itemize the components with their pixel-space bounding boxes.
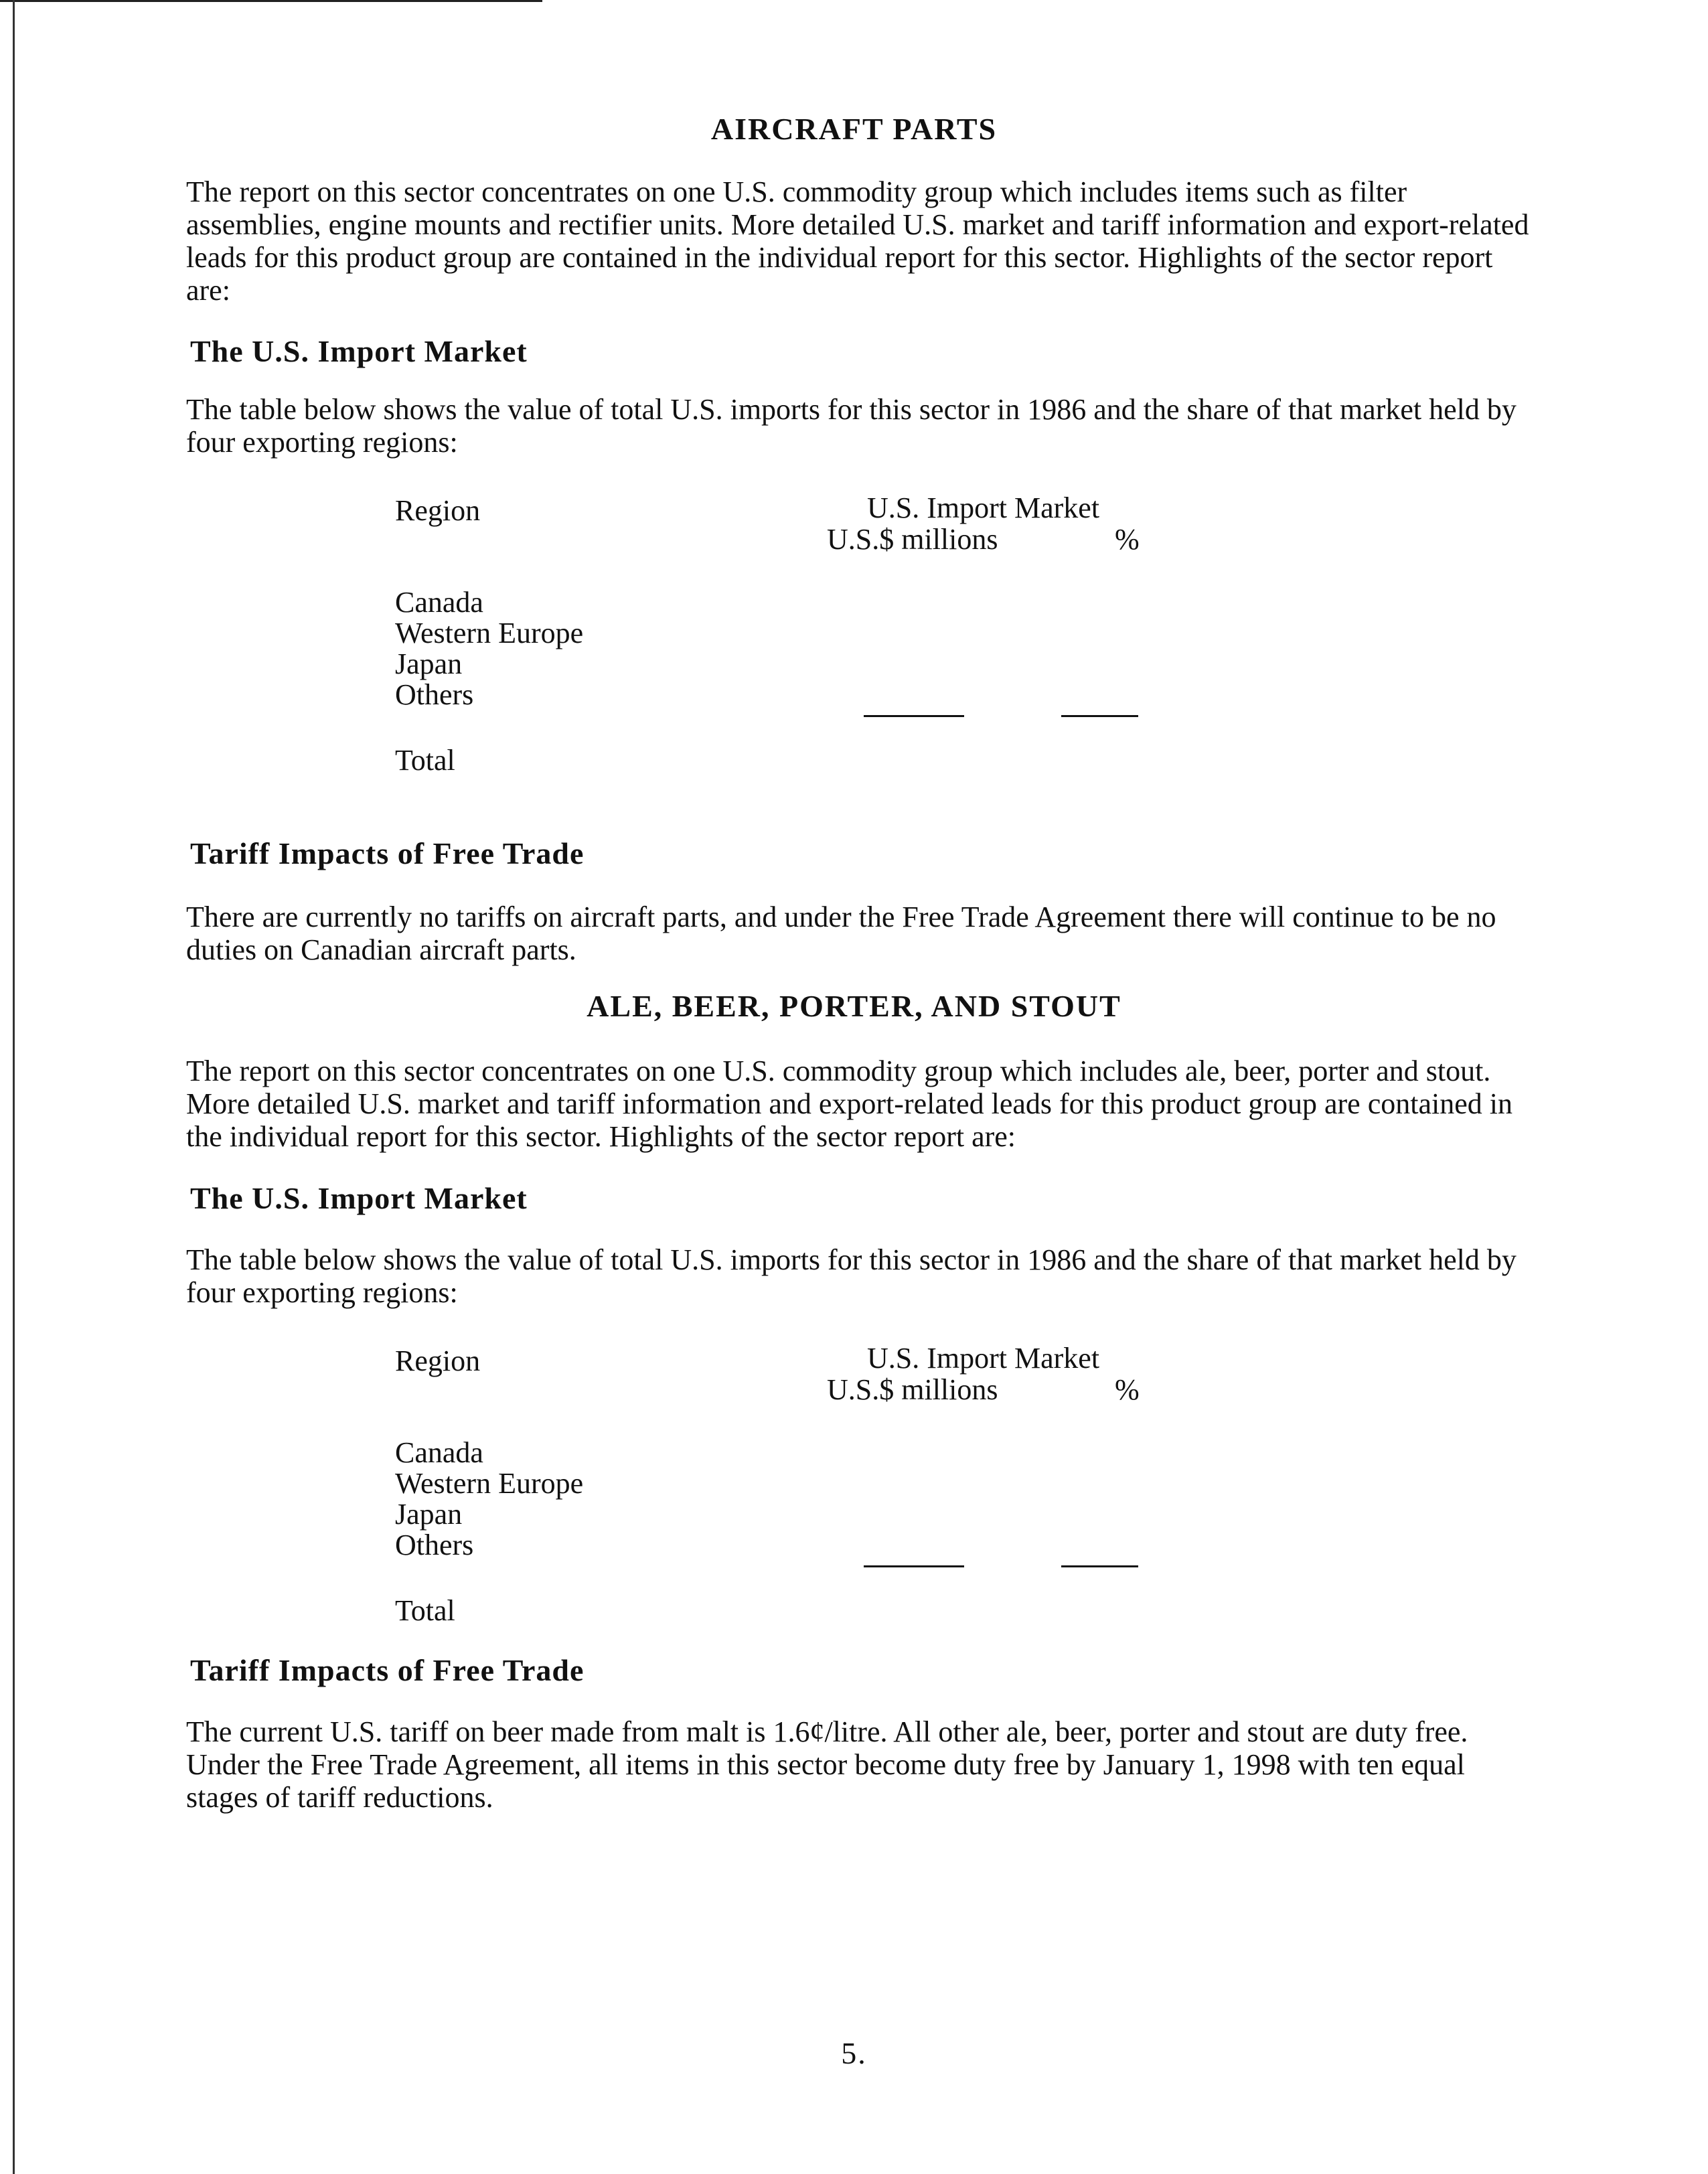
table-header-percent: % <box>1115 523 1140 556</box>
percent-total-rule <box>1061 715 1138 717</box>
market-text-ale-beer: The table below shows the value of total U.S. imports for this sector in 1986 and the share of that market held by four exporting regions: <box>186 1243 1517 1309</box>
table-total-label: Total <box>395 1594 455 1627</box>
section-intro-aircraft-parts: The report on this sector concentrates on one U.S. commodity group which includes items such as filter assemblies, engine mounts and rectifier units. More detailed U.S. market and tariff information and export-related leads for this product group are contained in the individual report for this sector. Highlights of the sector report are: <box>186 175 1529 307</box>
top-edge-rule <box>0 0 542 2</box>
table-row-region: Others <box>395 678 474 711</box>
table-header-percent: % <box>1115 1373 1140 1406</box>
market-heading-ale-beer: The U.S. Import Market <box>190 1181 528 1215</box>
table-row-region: Canada <box>395 1436 483 1469</box>
table-row-region: Others <box>395 1529 474 1561</box>
table-header-millions: U.S.$ millions <box>827 1373 998 1406</box>
table-row-region: Canada <box>395 586 483 619</box>
table-header-market: U.S. Import Market <box>867 1342 1100 1375</box>
market-heading-aircraft-parts: The U.S. Import Market <box>190 334 528 368</box>
value-total-rule <box>864 1565 964 1567</box>
tariff-text-aircraft-parts: There are currently no tariffs on aircraft parts, and under the Free Trade Agreement there will continue to be no duties on Canadian aircraft parts. <box>186 901 1496 966</box>
table-header-millions: U.S.$ millions <box>827 523 998 556</box>
table-header-region: Region <box>395 494 481 527</box>
section-title-aircraft-parts: AIRCRAFT PARTS <box>710 112 998 146</box>
page-number: 5. <box>841 2036 867 2070</box>
tariff-heading-aircraft-parts: Tariff Impacts of Free Trade <box>190 836 585 870</box>
table-total-label: Total <box>395 744 455 777</box>
tariff-text-ale-beer: The current U.S. tariff on beer made from malt is 1.6¢/litre. All other ale, beer, porter and stout are duty free. Under the Free Trade Agreement, all items in this sector become duty free by January 1, 1998 with ten equal stages of tariff reductions. <box>186 1715 1468 1814</box>
section-intro-ale-beer: The report on this sector concentrates on one U.S. commodity group which includes ale, beer, porter and stout. More detailed U.S. market and tariff information and export-related leads for this product group are contained in the individual report for this sector. Highlights of the sector report are: <box>186 1055 1512 1153</box>
market-text-aircraft-parts: The table below shows the value of total U.S. imports for this sector in 1986 and the share of that market held by four exporting regions: <box>186 393 1517 459</box>
left-edge-rule <box>13 0 15 2174</box>
table-header-market: U.S. Import Market <box>867 491 1100 524</box>
table-row-region: Japan <box>395 1498 463 1531</box>
table-row-region: Western Europe <box>395 617 584 649</box>
table-row-region: Japan <box>395 647 463 680</box>
table-header-region: Region <box>395 1344 481 1377</box>
section-title-ale-beer: ALE, BEER, PORTER, AND STOUT <box>587 989 1121 1023</box>
percent-total-rule <box>1061 1565 1138 1567</box>
value-total-rule <box>864 715 964 717</box>
table-row-region: Western Europe <box>395 1467 584 1500</box>
tariff-heading-ale-beer: Tariff Impacts of Free Trade <box>190 1653 585 1687</box>
